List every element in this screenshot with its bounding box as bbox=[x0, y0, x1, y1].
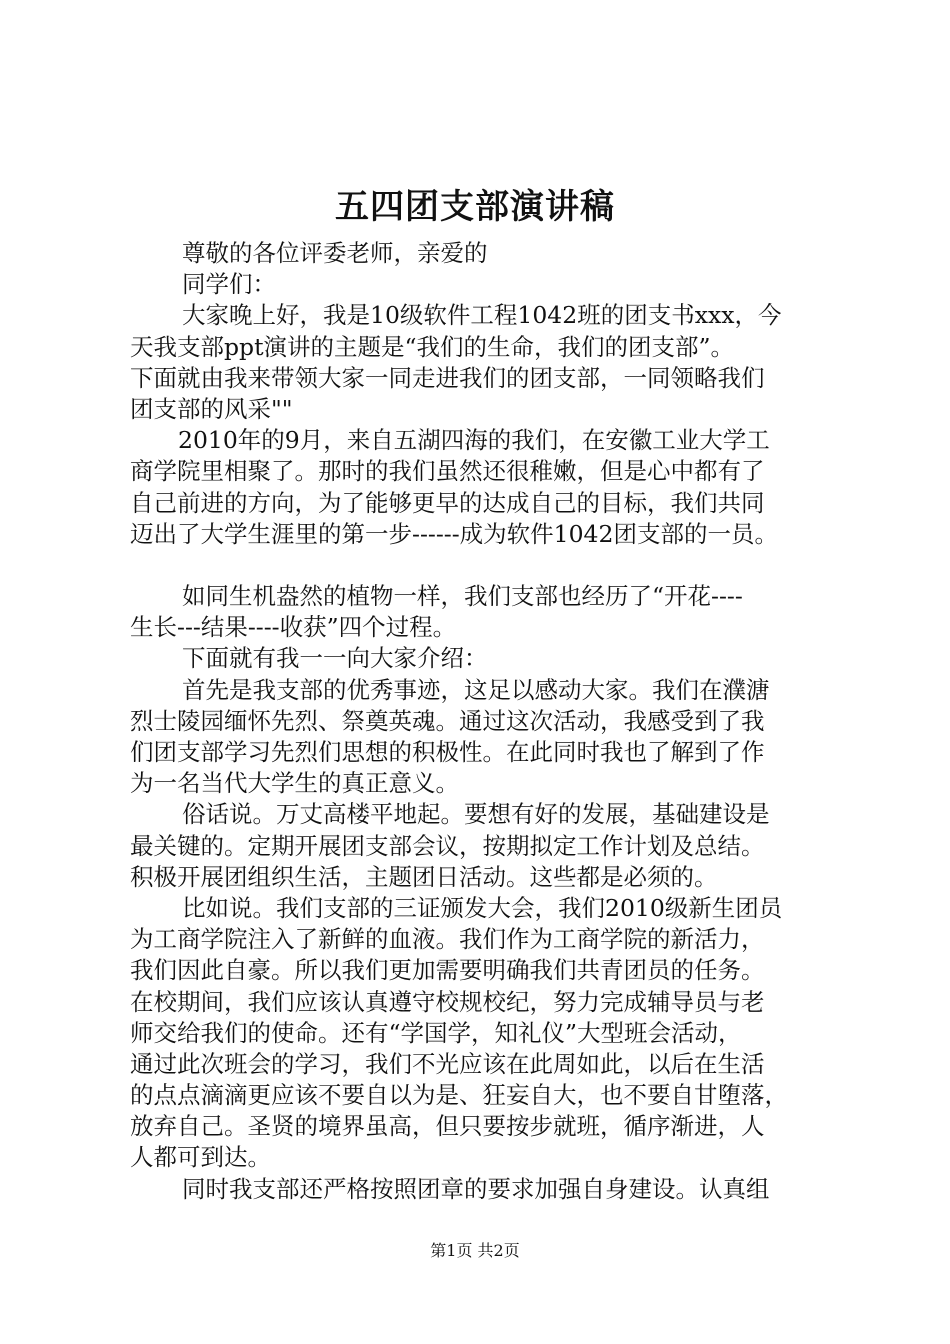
document-title: 五四团支部演讲稿 bbox=[335, 187, 615, 227]
text-line: 如同生机盎然的植物一样，我们支部也经历了“开花---- bbox=[182, 582, 743, 611]
text-line: 迈出了大学生涯里的第一步------成为软件1042团支部的一员。 bbox=[130, 519, 778, 548]
text-line: 俗话说。万丈高楼平地起。要想有好的发展，基础建设是 bbox=[182, 800, 770, 829]
text-line: 同时我支部还严格按照团章的要求加强自身建设。认真组 bbox=[182, 1174, 770, 1203]
document-body bbox=[130, 238, 830, 1205]
text-line: 在校期间，我们应该认真遵守校规校纪，努力完成辅导员与老 bbox=[130, 987, 765, 1016]
text-line: 放弃自己。圣贤的境界虽高，但只要按步就班，循序渐进，人 bbox=[130, 1112, 765, 1141]
text-line: 最关键的。定期开展团支部会议，按期拟定工作计划及总结。 bbox=[130, 831, 765, 860]
text-line: 比如说。我们支部的三证颁发大会，我们2010级新生团员 bbox=[182, 893, 783, 922]
text-line: 首先是我支部的优秀事迹，这足以感动大家。我们在濮溏 bbox=[182, 675, 770, 704]
page-footer: 第1页 共2页 bbox=[430, 1241, 520, 1260]
text-line: 商学院里相聚了。那时的我们虽然还很稚嫩，但是心中都有了 bbox=[130, 457, 765, 486]
text-line: 团支部的风采"" bbox=[130, 394, 293, 423]
text-line: 下面就有我一一向大家介绍： bbox=[182, 644, 488, 673]
text-line: 为工商学院注入了新鲜的血液。我们作为工商学院的新活力， bbox=[130, 925, 765, 954]
text-line: 下面就由我来带领大家一同走进我们的团支部，一同领略我们 bbox=[130, 363, 765, 392]
text-line: 的点点滴滴更应该不要自以为是、狂妄自大，也不要自甘堕落， bbox=[130, 1081, 788, 1110]
text-line: 天我支部ppt演讲的主题是“我们的生命，我们的团支部”。 bbox=[130, 332, 735, 361]
text-line: 师交给我们的使命。还有“学国学，知礼仪”大型班会活动， bbox=[130, 1018, 742, 1047]
text-line: 2010年的9月，来自五湖四海的我们，在安徽工业大学工 bbox=[178, 426, 770, 455]
text-line: 尊敬的各位评委老师，亲爱的 bbox=[182, 239, 488, 267]
text-line: 同学们： bbox=[182, 270, 276, 299]
text-line bbox=[130, 550, 830, 581]
text-line: 积极开展团组织生活，主题团日活动。这些都是必须的。 bbox=[130, 862, 718, 891]
text-line: 们团支部学习先烈们思想的积极性。在此同时我也了解到了作 bbox=[130, 738, 765, 766]
text-line: 大家晚上好，我是10级软件工程1042班的团支书xxx，今 bbox=[182, 301, 782, 330]
text-line: 烈士陵园缅怀先烈、祭奠英魂。通过这次活动，我感受到了我 bbox=[130, 706, 765, 735]
text-line: 人都可到达。 bbox=[130, 1143, 271, 1172]
text-line: 为一名当代大学生的真正意义。 bbox=[130, 769, 459, 798]
text-line: 我们因此自豪。所以我们更加需要明确我们共青团员的任务。 bbox=[130, 956, 765, 985]
text-line: 通过此次班会的学习，我们不光应该在此周如此，以后在生活 bbox=[130, 1049, 765, 1078]
text-line: 生长---结果----收获”四个过程。 bbox=[130, 613, 457, 642]
text-line: 自己前进的方向，为了能够更早的达成自己的目标，我们共同 bbox=[130, 488, 765, 517]
